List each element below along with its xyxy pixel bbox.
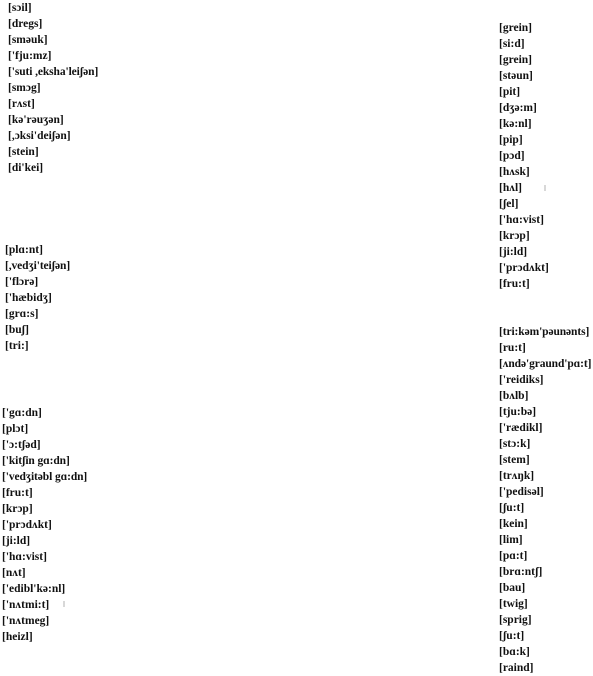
transcription-entry: [bau] — [499, 582, 526, 594]
transcription-entry: ['suti ,eksha'leiʃən] — [8, 66, 99, 78]
scan-speck — [63, 601, 65, 607]
transcription-entry: ['prɔdʌkt] — [2, 519, 52, 531]
transcription-entry: ['gɑ:dn] — [2, 407, 42, 419]
transcription-entry: [fru:t] — [2, 487, 33, 499]
transcription-entry: [ʃu:t] — [499, 502, 525, 514]
transcription-entry: [stem] — [499, 454, 530, 466]
transcription-entry: [stɔ:k] — [499, 438, 531, 450]
transcription-entry: [hʌl] — [499, 182, 522, 194]
transcription-entry: [sprig] — [499, 614, 532, 626]
transcription-entry: [dʒə:m] — [499, 102, 537, 114]
transcription-entry: [rʌst] — [8, 98, 35, 110]
transcription-entry: [ji:ld] — [2, 535, 31, 547]
transcription-entry: [stəun] — [499, 70, 533, 82]
transcription-entry: ['hɑ:vist] — [2, 551, 47, 563]
transcription-entry: [si:d] — [499, 38, 525, 50]
transcription-entry: [di'kei] — [8, 162, 44, 174]
transcription-entry: [grɑ:s] — [5, 308, 39, 320]
transcription-entry: [dregs] — [8, 18, 43, 30]
transcription-entry: [sɔil] — [8, 2, 32, 14]
left-transcription-group-3 — [2, 405, 87, 645]
transcription-entry: [grein] — [499, 54, 533, 66]
transcription-entry: ['nʌtmi:t] — [2, 599, 50, 611]
transcription-entry: [ʃel] — [499, 198, 519, 210]
right-transcription-group-2 — [499, 324, 591, 676]
transcription-entry: [ru:t] — [499, 342, 526, 354]
transcription-entry: [kə:nl] — [499, 118, 532, 130]
transcription-entry: [pit] — [499, 86, 521, 98]
transcription-entry: [twig] — [499, 598, 528, 610]
transcription-entry: [bɑ:k] — [499, 646, 530, 658]
transcription-entry: [krɔp] — [2, 503, 33, 515]
transcription-entry: [pɑ:t] — [499, 550, 528, 562]
transcription-entry: [grein] — [499, 22, 533, 34]
transcription-entry: ['rædikl] — [499, 422, 543, 434]
right-transcription-group-1 — [499, 20, 549, 292]
transcription-entry: [raind] — [499, 662, 534, 674]
left-transcription-group-2 — [5, 242, 70, 354]
transcription-entry: [trʌŋk] — [499, 470, 535, 482]
transcription-entry: [pɔd] — [499, 150, 525, 162]
transcription-entry: ['vedʒitəbl gɑ:dn] — [2, 471, 88, 483]
transcription-entry: [ʌndə'graund'pɑ:t] — [499, 358, 592, 370]
transcription-entry: [ʃu:t] — [499, 630, 525, 642]
transcription-entry: [bʌlb] — [499, 390, 529, 402]
transcription-entry: [,ɔksi'deiʃən] — [8, 130, 71, 142]
transcription-entry: ['ɔ:tʃəd] — [2, 439, 41, 451]
scan-speck — [544, 185, 546, 191]
transcription-entry: [sməuk] — [8, 34, 48, 46]
transcription-entry: [lim] — [499, 534, 523, 546]
transcription-entry: ['prɔdʌkt] — [499, 262, 549, 274]
transcription-entry: ['edibl'kə:nl] — [2, 583, 66, 595]
transcription-entry: ['hæbidʒ] — [5, 292, 52, 304]
transcription-entry: [ji:ld] — [499, 246, 528, 258]
transcription-entry: [,vedʒi'teiʃən] — [5, 260, 71, 272]
transcription-entry: [krɔp] — [499, 230, 530, 242]
transcription-entry: [plɑ:nt] — [5, 244, 43, 256]
transcription-entry: ['flɔrə] — [5, 276, 39, 288]
transcription-entry: [plɔt] — [2, 423, 29, 435]
transcription-entry: [tri:kəm'pəunənts] — [499, 326, 590, 338]
transcription-entry: [tju:bə] — [499, 406, 537, 418]
transcription-entry: ['nʌtmeg] — [2, 615, 50, 627]
left-transcription-group-1 — [8, 0, 98, 176]
transcription-entry: [stein] — [8, 146, 39, 158]
transcription-entry: [fru:t] — [499, 278, 530, 290]
transcription-entry: [heizl] — [2, 631, 33, 643]
transcription-entry: [smɔg] — [8, 82, 41, 94]
transcription-entry: [nʌt] — [2, 567, 26, 579]
transcription-entry: ['reidiks] — [499, 374, 544, 386]
transcription-entry: [hʌsk] — [499, 166, 530, 178]
transcription-entry: [kein] — [499, 518, 528, 530]
transcription-entry: ['kitʃin gɑ:dn] — [2, 455, 70, 467]
transcription-entry: ['pedisəl] — [499, 486, 544, 498]
transcription-entry: [kə'rəuʒən] — [8, 114, 64, 126]
transcription-entry: [pip] — [499, 134, 523, 146]
transcription-entry: [brɑ:ntʃ] — [499, 566, 543, 578]
transcription-entry: ['hɑ:vist] — [499, 214, 544, 226]
transcription-entry: ['fju:mz] — [8, 50, 52, 62]
transcription-entry: [tri:] — [5, 340, 29, 352]
transcription-entry: [buʃ] — [5, 324, 29, 336]
